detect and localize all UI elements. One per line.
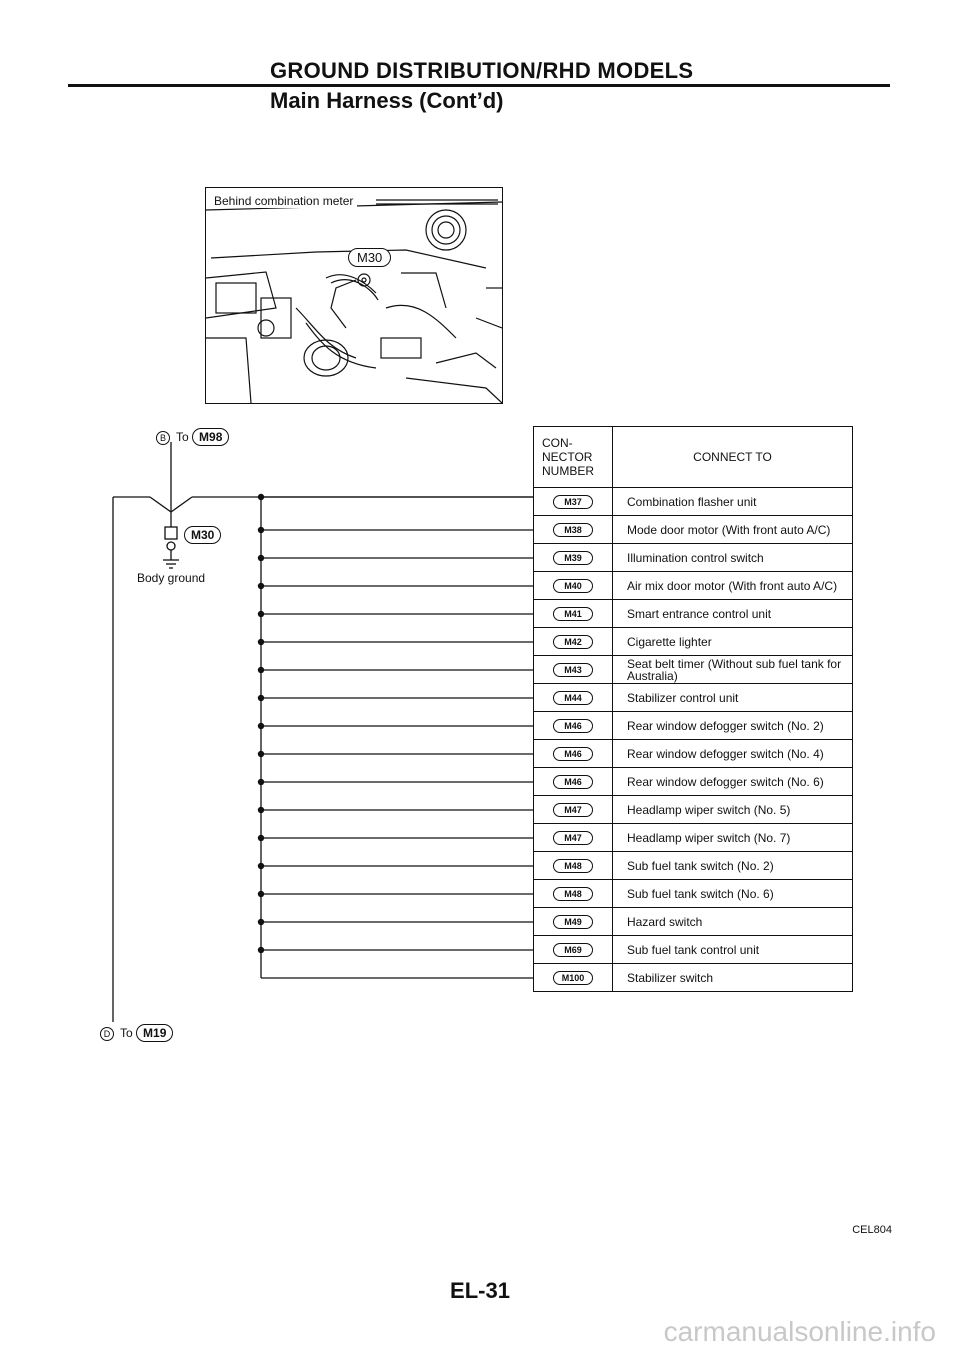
table-row [534,628,853,656]
junction-dot [258,947,264,953]
connect-to-cell: Rear window defogger switch (No. 2) [613,712,853,740]
connector-pill: M40 [553,579,593,593]
junction-dot [258,494,264,500]
top-reference [156,428,229,446]
to-label: To [120,1026,133,1040]
col-connect-to: CONNECT TO [613,427,853,488]
junction-dot [258,779,264,785]
junction-dot [258,555,264,561]
ref-letter-d: D [100,1027,114,1041]
connector-pill: M46 [553,747,593,761]
connector-pill: M47 [553,803,593,817]
connect-to-cell: Hazard switch [613,908,853,936]
junction-dot [258,583,264,589]
connector-location-illustration [205,187,503,404]
connector-m30: M30 [184,526,221,544]
bottom-reference [100,1024,173,1042]
section-subtitle: Main Harness (Cont’d) [270,88,504,113]
table-row [534,936,853,964]
connect-to-cell: Rear window defogger switch (No. 4) [613,740,853,768]
table-row [534,684,853,712]
junction-dot [258,695,264,701]
body-ground-label: Body ground [137,571,206,585]
figure-code: CEL804 [852,1224,892,1236]
connector-pill: M47 [553,831,593,845]
col-connector-number: CON- NECTOR NUMBER [534,427,613,488]
table-row [534,516,853,544]
connect-to-cell: Sub fuel tank control unit [613,936,853,964]
connect-to-cell: Stabilizer control unit [613,684,853,712]
connector-pill: M49 [553,915,593,929]
connect-to-cell: Seat belt timer (Without sub fuel tank for Australia) [613,656,853,684]
connector-pill: M48 [553,859,593,873]
watermark: carmanualsonline.info [663,1316,936,1347]
table-row [534,740,853,768]
junction-dot [258,723,264,729]
connect-to-cell: Smart entrance control unit [613,600,853,628]
photo-connector-tag: M30 [348,248,391,267]
connector-pill: M46 [553,719,593,733]
junction-dot [258,639,264,645]
table-row [534,852,853,880]
junction-dot [258,919,264,925]
connect-to-cell: Headlamp wiper switch (No. 7) [613,824,853,852]
connector-pill: M37 [553,495,593,509]
section-title: GROUND DISTRIBUTION/RHD MODELS [270,58,694,83]
table-row [534,964,853,992]
to-label: To [176,430,189,444]
photo-caption: Behind combination meter [214,194,357,208]
ground-terminal [165,527,177,539]
connector-pill: M48 [553,887,593,901]
connect-to-cell: Air mix door motor (With front auto A/C) [613,572,853,600]
junction-dot [258,891,264,897]
junction-dot [258,807,264,813]
junction-dot [258,751,264,757]
connect-to-cell: Sub fuel tank switch (No. 6) [613,880,853,908]
table-row [534,824,853,852]
header-rule [68,84,890,87]
junction-dot [258,667,264,673]
connector-pill: M100 [553,971,593,985]
junction-dot [258,527,264,533]
table-row [534,656,853,684]
table-row [534,488,853,516]
junction-dot [258,863,264,869]
table-row [534,880,853,908]
connector-pill: M43 [553,663,593,677]
table-row [534,544,853,572]
connector-pill: M44 [553,691,593,705]
connector-pill: M38 [553,523,593,537]
connector-m19: M19 [136,1024,173,1042]
ref-letter-b: B [156,431,170,445]
table-row [534,712,853,740]
connector-table [533,426,853,992]
connect-to-cell: Headlamp wiper switch (No. 5) [613,796,853,824]
connect-to-cell: Stabilizer switch [613,964,853,992]
table-row [534,908,853,936]
connector-pill: M69 [553,943,593,957]
junction-dot [258,611,264,617]
table-row [534,768,853,796]
page-number: EL-31 [450,1278,510,1303]
table-row [534,600,853,628]
junction-dot [258,835,264,841]
connect-to-cell: Mode door motor (With front auto A/C) [613,516,853,544]
connect-to-cell: Rear window defogger switch (No. 6) [613,768,853,796]
connect-to-cell: Cigarette lighter [613,628,853,656]
table-row [534,572,853,600]
table-row [534,796,853,824]
ground-connector [184,526,221,544]
harness-sketch [206,188,502,403]
connector-pill: M39 [553,551,593,565]
connector-pill: M41 [553,607,593,621]
connect-to-cell: Illumination control switch [613,544,853,572]
connect-to-cell: Combination flasher unit [613,488,853,516]
connector-pill: M46 [553,775,593,789]
connect-to-cell: Sub fuel tank switch (No. 2) [613,852,853,880]
connector-pill: M42 [553,635,593,649]
connector-m98: M98 [192,428,229,446]
